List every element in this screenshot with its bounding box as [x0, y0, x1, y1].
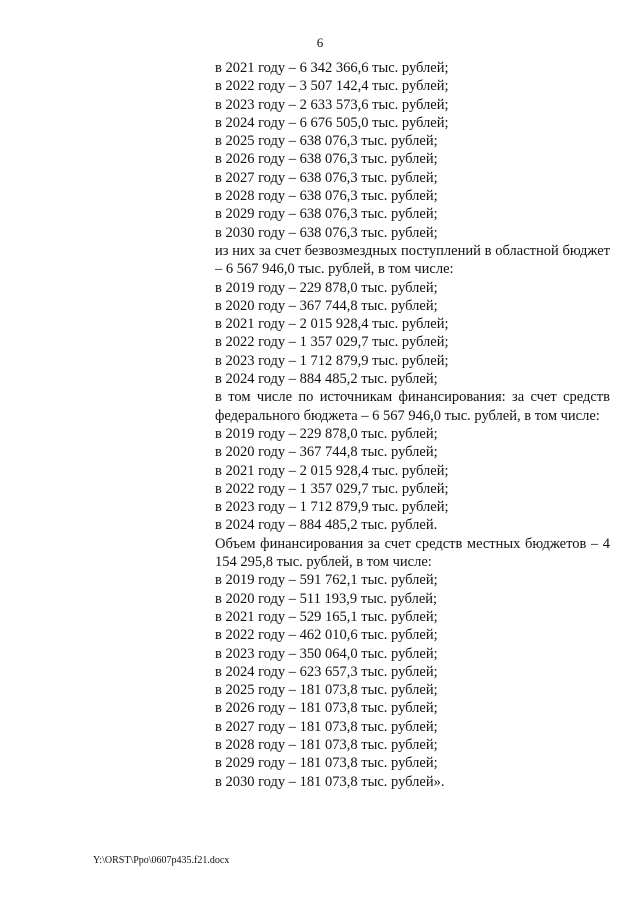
- text-line: в 2021 году – 2 015 928,4 тыс. рублей;: [215, 462, 449, 479]
- text-line: в 2019 году – 229 878,0 тыс. рублей;: [215, 279, 438, 296]
- text-line: в 2021 году – 529 165,1 тыс. рублей;: [215, 608, 438, 625]
- text-line: в 2025 году – 638 076,3 тыс. рублей;: [215, 133, 438, 150]
- text-line: в 2024 году – 623 657,3 тыс. рублей;: [215, 663, 438, 680]
- text-line: в 2023 году – 350 064,0 тыс. рублей;: [215, 645, 438, 662]
- text-line: в 2023 году – 1 712 879,9 тыс. рублей;: [215, 352, 449, 369]
- text-line: в 2030 году – 638 076,3 тыс. рублей;: [215, 224, 438, 241]
- text-line: в 2020 году – 367 744,8 тыс. рублей;: [215, 444, 438, 461]
- text-line: в 2028 году – 181 073,8 тыс. рублей;: [215, 736, 438, 753]
- text-line: в 2024 году – 884 485,2 тыс. рублей;: [215, 371, 438, 388]
- text-line: Объем финансирования за счет средств местных бюджетов – 4 154 295,8 тыс. рублей, в том числе:: [215, 535, 610, 571]
- text-line: в 2021 году – 2 015 928,4 тыс. рублей;: [215, 316, 449, 333]
- text-line: в 2029 году – 181 073,8 тыс. рублей;: [215, 755, 438, 772]
- text-line: в 2020 году – 511 193,9 тыс. рублей;: [215, 590, 438, 607]
- text-line: из них за счет безвозмездных поступлений в областной бюджет – 6 567 946,0 тыс. рублей, в том числе:: [215, 242, 610, 278]
- text-line: в 2022 году – 1 357 029,7 тыс. рублей;: [215, 480, 449, 497]
- text-line: в 2026 году – 181 073,8 тыс. рублей;: [215, 700, 438, 717]
- page-number: 6: [316, 35, 324, 50]
- text-line: в 2026 году – 638 076,3 тыс. рублей;: [215, 151, 438, 168]
- text-line: в 2024 году – 884 485,2 тыс. рублей.: [215, 517, 438, 534]
- text-line: в 2024 году – 6 676 505,0 тыс. рублей;: [215, 114, 449, 131]
- text-line: в 2019 году – 591 762,1 тыс. рублей;: [215, 572, 438, 589]
- text-line: в 2021 году – 6 342 366,6 тыс. рублей;: [215, 60, 449, 76]
- text-line: в 2028 году – 638 076,3 тыс. рублей;: [215, 188, 438, 205]
- text-line: в 2022 году – 3 507 142,4 тыс. рублей;: [215, 78, 449, 95]
- text-line: в 2022 году – 1 357 029,7 тыс. рублей;: [215, 334, 449, 351]
- text-line: в 2027 году – 181 073,8 тыс. рублей;: [215, 718, 438, 735]
- document-body: [215, 59, 610, 791]
- file-path-footer: Y:\ORST\Ppo\0607p435.f21.docx: [93, 855, 230, 866]
- text-line: в 2022 году – 462 010,6 тыс. рублей;: [215, 627, 438, 644]
- text-line: в 2030 году – 181 073,8 тыс. рублей».: [215, 773, 445, 790]
- text-line: в 2023 году – 1 712 879,9 тыс. рублей;: [215, 499, 449, 516]
- text-line: в 2023 году – 2 633 573,6 тыс. рублей;: [215, 96, 449, 113]
- text-line: в том числе по источникам финансирования: за счет средств федерального бюджета – 6 567 946,0 тыс. рублей, в том числе:: [215, 389, 610, 424]
- text-line: в 2020 году – 367 744,8 тыс. рублей;: [215, 297, 438, 314]
- text-line: в 2029 году – 638 076,3 тыс. рублей;: [215, 206, 438, 223]
- text-line: в 2027 году – 638 076,3 тыс. рублей;: [215, 169, 438, 186]
- text-line: в 2019 году – 229 878,0 тыс. рублей;: [215, 425, 438, 442]
- text-line: в 2025 году – 181 073,8 тыс. рублей;: [215, 682, 438, 699]
